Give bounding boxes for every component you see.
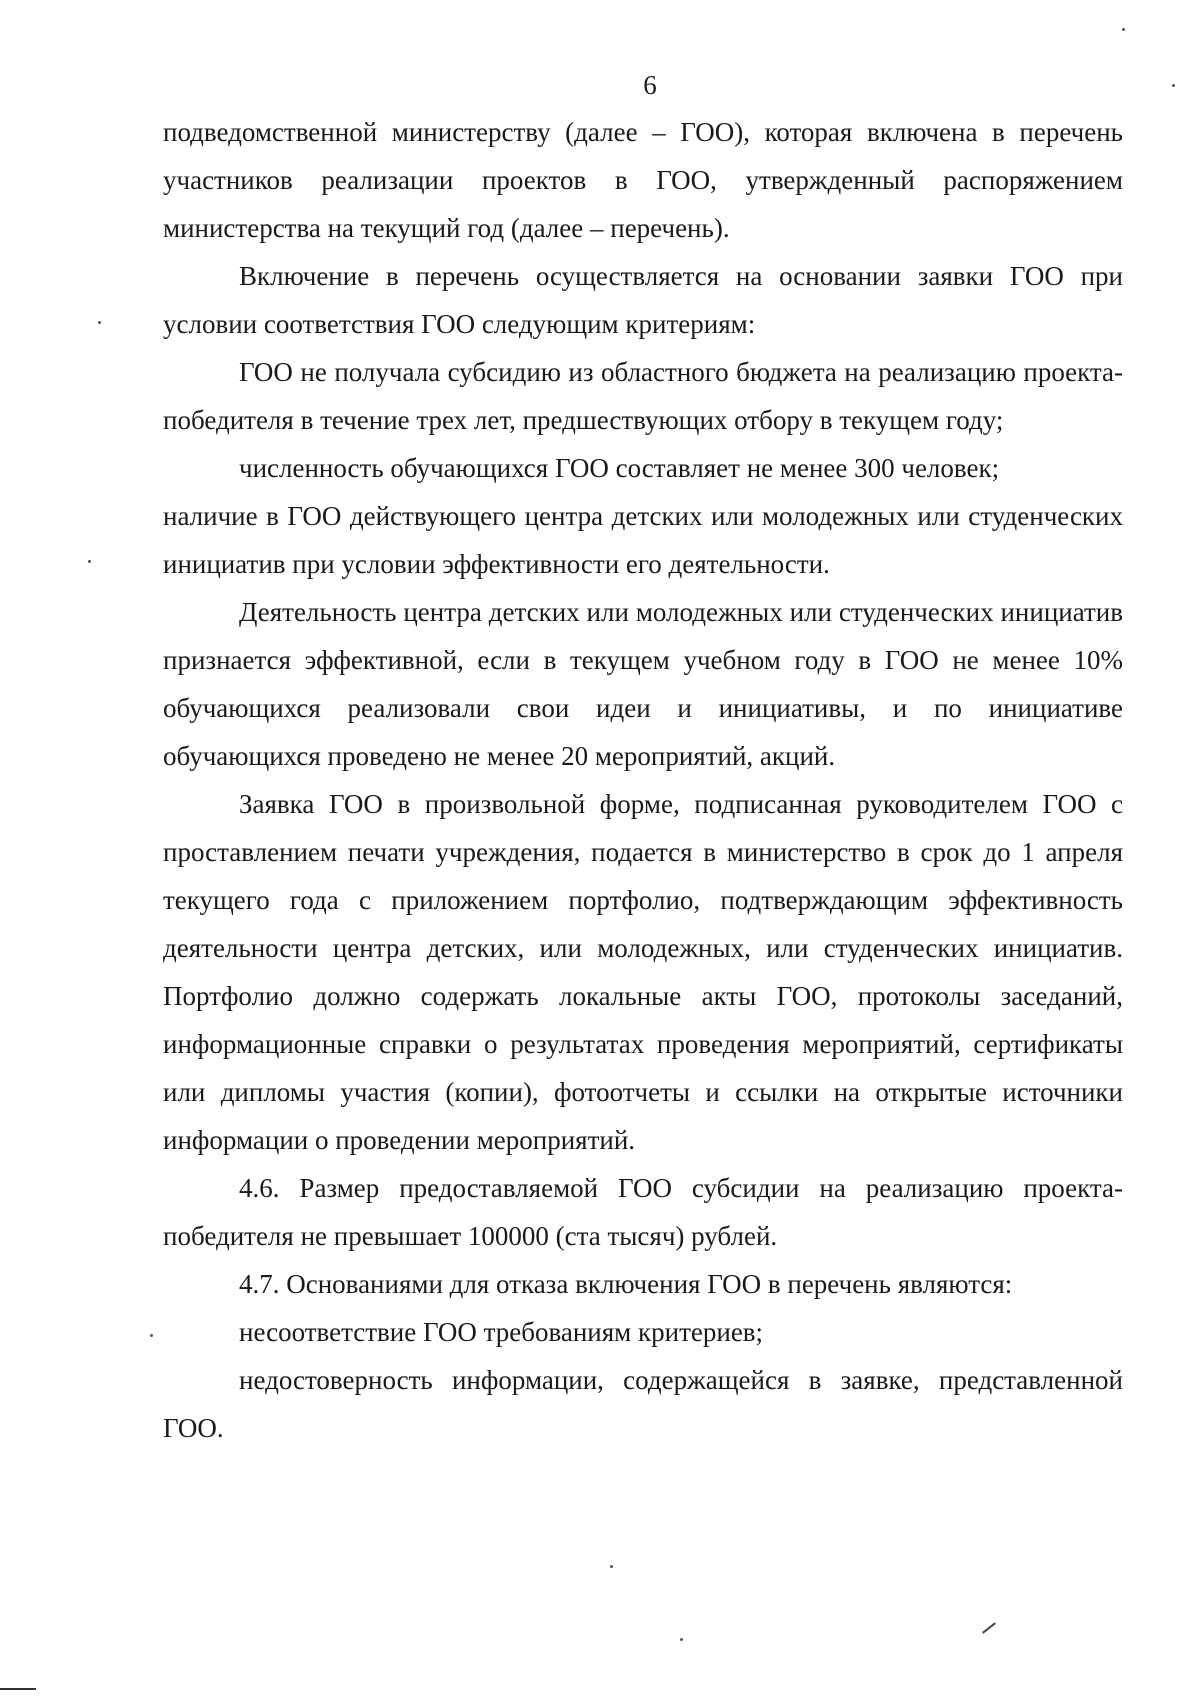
scan-speck: [610, 1565, 613, 1568]
paragraph-effectiveness: Деятельность центра детских или молодежных или студенческих инициатив признается эффективной, если в текущем учебном году в ГОО не менее 10% обучающихся реализовали свои идеи и инициативы, и по инициативе обучающихся проведено не менее 20 мероприятий, акций.: [163, 597, 1123, 771]
paragraph-4-7-refusal-grounds: 4.7. Основаниями для отказа включения ГОО в перечень являются:: [239, 1269, 1013, 1299]
paragraph-inclusion-basis: Включение в перечень осуществляется на основании заявки ГОО при условии соответствия ГОО следующим критериям:: [163, 261, 1123, 339]
scan-speck: [88, 560, 91, 563]
paragraph-criterion-initiative-center: наличие в ГОО действующего центра детских или молодежных или студенческих инициатив при условии эффективности его деятельности.: [163, 501, 1123, 579]
scan-speck: [680, 1638, 683, 1641]
scan-speck: [150, 1334, 153, 1337]
paragraph-4-6-subsidy-size: 4.6. Размер предоставляемой ГОО субсидии на реализацию проекта-победителя не превышает 100000 (ста тысяч) рублей.: [163, 1173, 1123, 1251]
paragraph-application: Заявка ГОО в произвольной форме, подписанная руководителем ГОО с проставлением печати учреждения, подается в министерство в срок до 1 апреля текущего года с приложением портфолио, подтверждающим эффективность деятельности центра детских, или молодежных, или студенческих инициатив. Портфолио должно содержать локальные акты ГОО, протоколы заседаний, информационные справки о результатах проведения мероприятий, сертификаты или дипломы участия (копии), фотоотчеты и ссылки на открытые источники информации о проведении мероприятий.: [163, 789, 1123, 1155]
paragraph-criterion-student-count: численность обучающихся ГОО составляет не менее 300 человек;: [239, 453, 1000, 483]
paragraph-refusal-unreliable-info: недостоверность информации, содержащейся в заявке, представленной ГОО.: [163, 1365, 1123, 1443]
scan-speck: [1122, 28, 1125, 31]
scan-speck: [1172, 84, 1175, 87]
paragraph-criterion-no-subsidy: ГОО не получала субсидию из областного бюджета на реализацию проекта-победителя в течение трех лет, предшествующих отбору в текущем году;: [163, 357, 1123, 435]
scan-speck: [98, 321, 101, 324]
scan-edge-mark: [0, 1688, 36, 1690]
document-body: [163, 108, 1123, 1452]
page-number: 6: [643, 70, 657, 100]
paragraph-refusal-noncompliance: несоответствие ГОО требованиям критериев;: [239, 1317, 764, 1347]
scan-pen-mark: [982, 1622, 996, 1633]
paragraph-continuation: подведомственной министерству (далее – ГОО), которая включена в перечень участников реализации проектов в ГОО, утвержденный распоряжением министерства на текущий год (далее – перечень).: [163, 117, 1123, 243]
